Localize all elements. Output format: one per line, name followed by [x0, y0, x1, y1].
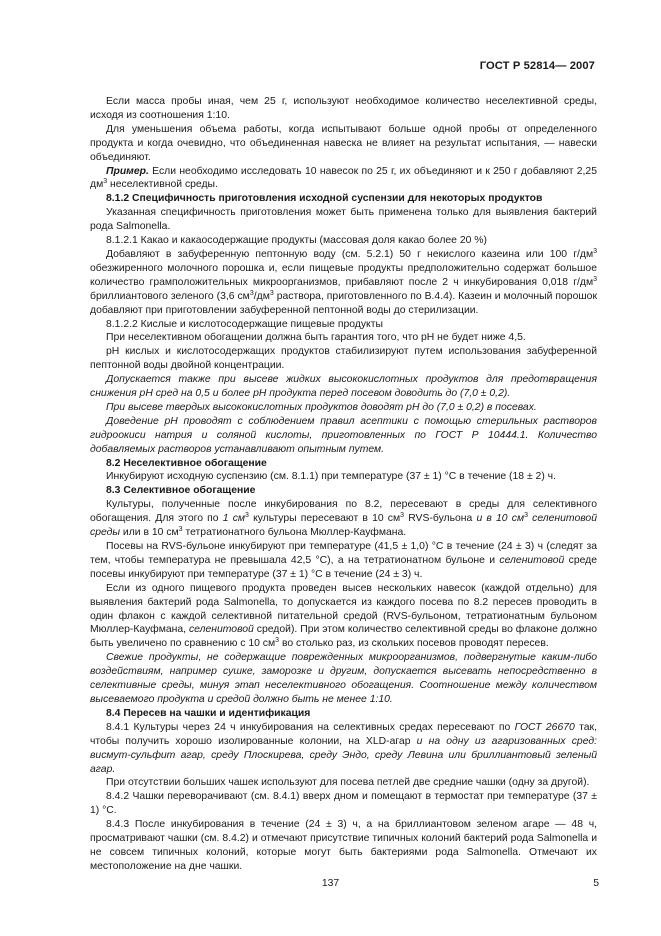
text-run: неселективной среды. [107, 179, 218, 191]
text-run: Посевы на RVS-бульоне инкубируют при температуре (41,5 ± 1,0) °С в течение (24 ± 3) ч (следят за тем, чтобы температура не превышала 42,5 °С), а на тетратионатном бульоне и [90, 541, 597, 566]
superscript: 3 [524, 512, 528, 520]
superscript: 3 [593, 275, 597, 283]
text-run: средой). При этом количество селективной среды во флаконе должно быть увеличено по сравнению с 10 см [90, 624, 597, 650]
text-run: во столько раз, из скольких посевов проводят пересев. [279, 638, 549, 650]
body-paragraph [90, 165, 597, 193]
text-run: pH кислых и кислотосодержащих продуктов стабилизируют путем использования забуференной пептонной воды двойной концентрации. [90, 346, 597, 372]
section-heading [90, 707, 597, 721]
superscript: 3 [249, 289, 254, 297]
sheet-number: 5 [593, 878, 599, 889]
superscript: 3 [103, 178, 108, 186]
body-paragraph [90, 373, 597, 401]
body-paragraph [90, 345, 597, 373]
text-run: бриллиантового зеленого (3,6 см [90, 290, 250, 302]
text-run: При отсутствии больших чашек используют для посева петлей две средние чашки (одну за другой). [106, 777, 590, 789]
body-paragraph [90, 790, 597, 818]
body-paragraph [90, 470, 597, 484]
superscript: 3 [245, 512, 249, 520]
body-paragraph [90, 248, 597, 318]
text-run: Допускается также при высеве жидких высококислотных продуктов для предотвращения снижения pH сред на 0,5 и более pH продукта перед посевом доводить до (7,0 ± 0,2). [90, 374, 597, 400]
text-run: так, чтобы получить хорошо изолированные колонии, на XLD-агар [90, 721, 597, 747]
body-paragraph [90, 540, 597, 582]
text-run: обезжиренного молочного порошка и, если пищевые продукты предположительно содержат большое количество грамположительных микроорганизмов, прибавляют после 2 ч инкубирования 0,018 г/дм [90, 262, 597, 288]
text-run: 8.3 Селективное обогащение [106, 485, 256, 497]
text-run: и в 10 см [476, 513, 525, 525]
body-paragraph [90, 123, 597, 165]
text-run: Если из одного пищевого продукта проведен высев нескольких навесок (каждой отдельно) для выявления бактерий рода Salmonella, то допускается из каждого посева по 8.2 пересев проводить в один флакон с каждой селективной питательной средой (RVS-бульоном, тетратионатным бульоном Мюллер-Кауфмана, [90, 582, 597, 636]
text-run: Культуры, полученные после инкубирования по 8.2, пересевают в среды для селективного обогащения. Для этого по [90, 499, 597, 525]
superscript: 3 [275, 637, 280, 645]
body-paragraph [90, 318, 597, 332]
body-paragraph [90, 401, 597, 415]
text-run: Инкубируют исходную суспензию (см. 8.1.1) при температуре (37 ± 1) °С в течение (18 ± 2) ч. [106, 471, 556, 483]
standard-code-header: ГОСТ Р 52814— 2007 [479, 60, 595, 72]
text-run: или в 10 см [120, 527, 179, 539]
text-run: культуры пересевают в 10 см [248, 513, 401, 525]
body-paragraph [90, 234, 597, 248]
text-run: RVS-бульона [404, 513, 477, 525]
text-run: селенитовой [499, 554, 565, 566]
text-run: 8.4.3 После инкубирования в течение (24 ± 3) ч, а на бриллиантовом зеленом агаре — 48 ч, просматривают чашки (см. 8.4.2) и отмечают присутствие типичных колоний бактерий рода Salmonella и не совсем типичных колоний, которые могут быть бактериями рода Salmonella. Отмечают их местоположение на дне чашки. [90, 819, 597, 872]
body-paragraph [90, 95, 597, 123]
body-paragraph [90, 415, 597, 457]
superscript: 3 [269, 289, 274, 297]
text-run: Если масса пробы иная, чем 25 г, используют необходимое количество неселективной среды, исходя из соотношения 1:10. [90, 96, 597, 121]
body-paragraph [90, 331, 597, 345]
text-run: /дм [253, 290, 270, 302]
text-run: 8.1.2.1 Какао и какаосодержащие продукты (массовая доля какао более 20 %) [106, 235, 487, 247]
text-run: среде посевы инкубируют при температуре (37 ± 1) °С в течение (24 ± 3) ч. [90, 554, 597, 580]
text-run: Добавляют в забуференную пептонную воду (см. 5.2.1) 50 г некислого казеина или 100 г/дм [106, 248, 594, 260]
body-paragraph [90, 818, 597, 874]
text-run: тетратионатного бульона Мюллер-Кауфмана. [182, 527, 407, 539]
section-heading [90, 192, 597, 206]
text-run: селенитовой среды [90, 513, 597, 539]
text-run: 8.2 Неселективное обогащение [106, 457, 267, 469]
section-heading [90, 457, 597, 471]
text-run: Если необходимо исследовать 10 навесок по 25 г, их объединяют и к 250 г добавляют 2,25 дм [90, 165, 597, 191]
text-run: Доведение pH проводят с соблюдением правил асептики с помощью стерильных растворов гидроокиси натрия и соляной кислоты, приготовленных по ГОСТ Р 10444.1. Количество добавляемых растворов устанавливают опытным путем. [90, 415, 597, 455]
body-paragraph [90, 582, 597, 652]
text-run: раствора, приготовленного по В.4.4). Казеин и молочный порошок добавляют при приготовлении забуференной пептонной воды до стерилизации. [90, 290, 598, 316]
body-paragraph [90, 776, 597, 790]
body-paragraph [90, 721, 597, 777]
section-heading [90, 484, 597, 498]
text-run: 8.1.2 Специфичность приготовления исходной суспензии для некоторых продуктов [106, 193, 543, 205]
text-run: селенитовой [188, 624, 254, 636]
text-run: При неселективном обогащении должна быть гарантия того, что pH не будет ниже 4,5. [106, 332, 526, 344]
text-run: Свежие продукты, не содержащие поврежденных микроорганизмов, подвергнутые каким-либо воздействиям, например сушке, заморозке и другим, допускается высевать непосредственно в селективные среды, минуя этап неселективного обогащения. Соотношение между количеством высеваемого продукта и средой должно быть не менее 1:10. [90, 652, 597, 705]
superscript: 3 [593, 247, 597, 255]
text-run: 8.1.2.2 Кислые и кислотосодержащие пищевые продукты [106, 318, 383, 330]
text-run: 8.4 Пересев на чашки и идентификация [106, 707, 311, 719]
text-run: 8.4.1 Культуры через 24 ч инкубирования на селективных средах пересевают по [106, 721, 515, 733]
body-paragraph [90, 498, 597, 540]
text-run: и на одну из агаризованных сред: висмут-сульфит агар, среду Плоскирева, среду Эндо, среду Левина или бриллиантовый зеленый агар. [90, 735, 597, 775]
text-run: 8.4.2 Чашки переворачивают (см. 8.4.1) вверх дном и помещают в термостат при температуре (37 ± 1) °С. [90, 791, 597, 817]
text-run: При высеве твердых высококислотных продуктов доводят pH до (7,0 ± 0,2) в посевах. [106, 401, 537, 413]
text-run: 1 см [222, 513, 246, 525]
text-run: Пример. [106, 165, 149, 177]
superscript: 3 [400, 512, 405, 520]
text-run: ГОСТ 26670 [514, 721, 575, 733]
text-run: Для уменьшения объема работы, когда испытывают больше одной пробы от определенного продукта и когда очевидно, что объединенная навеска не влияет на результат испытания, — навески объединяют. [90, 123, 597, 163]
document-body [90, 95, 597, 874]
text-run: Указанная специфичность приготовления может быть применена только для выявления бактерий рода Salmonella. [90, 207, 597, 233]
body-paragraph [90, 651, 597, 707]
superscript: 3 [178, 526, 183, 534]
page-number: 137 [321, 878, 340, 889]
body-paragraph [90, 206, 597, 234]
